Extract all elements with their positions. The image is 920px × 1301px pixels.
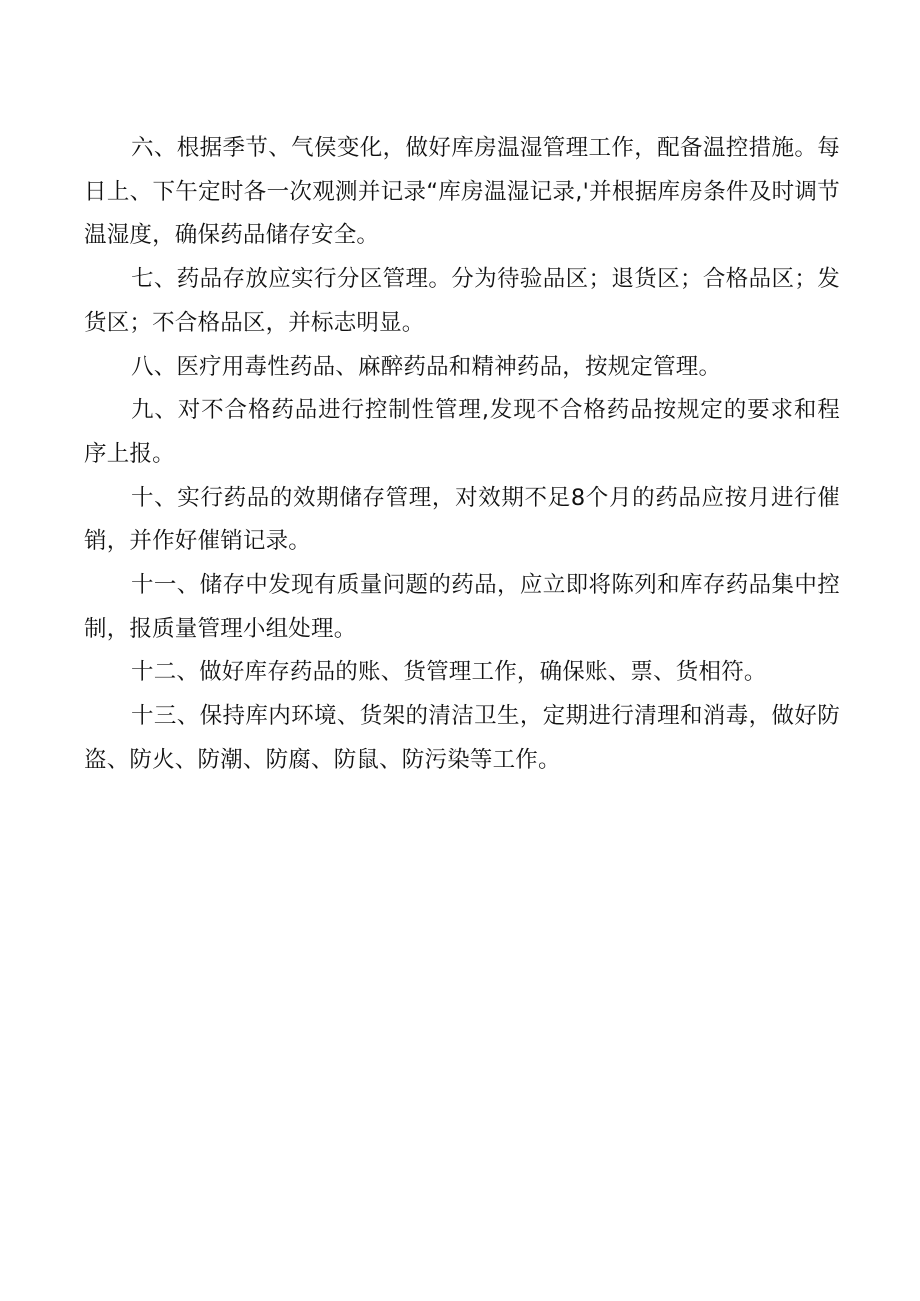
paragraph-7-zoning: 七、药品存放应实行分区管理。分为待验品区；退货区；合格品区；发货区；不合格品区，并标志明显。 <box>84 266 840 336</box>
paragraph-9-nonconforming-drugs: 九、对不合格药品进行控制性管理,发现不合格药品按规定的要求和程序上报。 <box>84 397 840 467</box>
paragraph-10-expiry-management: 十、实行药品的效期储存管理，对效期不足8个月的药品应按月进行催销，并作好催销记录。 <box>84 484 840 555</box>
paragraph-11-quality-issues: 十一、储存中发现有质量问题的药品，应立即将陈列和库存药品集中控制，报质量管理小组处理。 <box>84 572 840 642</box>
paragraph-12-accounts: 十二、做好库存药品的账、货管理工作，确保账、票、货相符。 <box>131 659 767 686</box>
paragraph-6-temperature-humidity: 六、根据季节、气侯变化，做好库房温湿管理工作，配备温控措施。每日上、下午定时各一次观测并记录“库房温湿记录,'并根据库房条件及时调节温湿度，确保药品储存安全。 <box>84 135 840 249</box>
document-body <box>84 127 840 783</box>
paragraph-13-hygiene: 十三、保持库内环境、货架的清洁卫生，定期进行清理和消毒，做好防盗、防火、防潮、防腐、防鼠、防污染等工作。 <box>84 703 840 773</box>
paragraph-8-controlled-drugs: 八、医疗用毒性药品、麻醉药品和精神药品，按规定管理。 <box>131 353 722 380</box>
